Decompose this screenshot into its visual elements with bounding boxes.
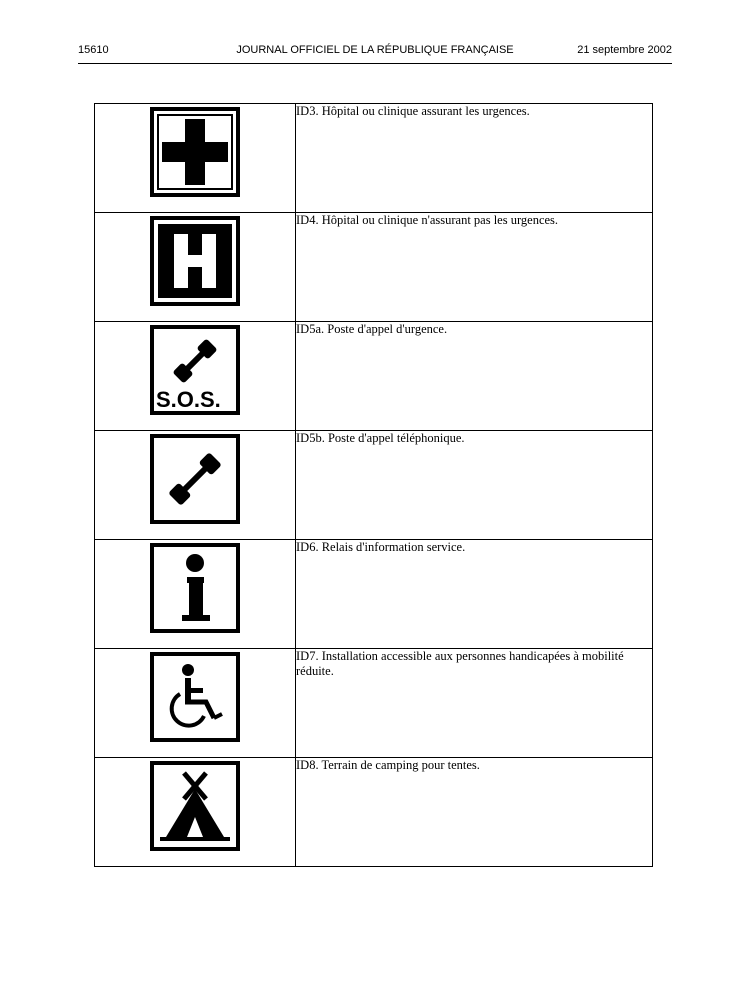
wheelchair-icon bbox=[148, 650, 242, 744]
icon-cell bbox=[95, 540, 296, 649]
sos-phone-icon bbox=[148, 323, 242, 417]
table-row bbox=[95, 213, 653, 322]
journal-title: JOURNAL OFFICIEL DE LA RÉPUBLIQUE FRANÇAISE bbox=[236, 44, 514, 56]
table-row bbox=[95, 649, 653, 758]
icon-cell bbox=[95, 649, 296, 758]
telephone-icon bbox=[148, 432, 242, 526]
sign-description: ID8. Terrain de camping pour tentes. bbox=[296, 758, 653, 867]
signs-table bbox=[94, 103, 653, 867]
icon-cell bbox=[95, 431, 296, 540]
hospital-h-icon bbox=[148, 214, 242, 308]
sign-description: ID3. Hôpital ou clinique assurant les urgences. bbox=[296, 104, 653, 213]
sign-description: ID7. Installation accessible aux personnes handicapées à mobilité réduite. bbox=[296, 649, 653, 758]
icon-cell bbox=[95, 758, 296, 867]
icon-cell bbox=[95, 322, 296, 431]
header-rule bbox=[78, 63, 672, 64]
red-cross-icon bbox=[148, 105, 242, 199]
page-header bbox=[78, 42, 672, 62]
table-row bbox=[95, 104, 653, 213]
publication-date: 21 septembre 2002 bbox=[577, 44, 672, 56]
icon-cell bbox=[95, 104, 296, 213]
icon-cell bbox=[95, 213, 296, 322]
sign-description: ID4. Hôpital ou clinique n'assurant pas les urgences. bbox=[296, 213, 653, 322]
table-row bbox=[95, 758, 653, 867]
information-icon bbox=[148, 541, 242, 635]
sign-description: ID6. Relais d'information service. bbox=[296, 540, 653, 649]
sos-text: S.O.S. bbox=[156, 387, 221, 412]
tent-icon bbox=[148, 759, 242, 853]
table-row bbox=[95, 540, 653, 649]
table-row bbox=[95, 322, 653, 431]
sign-description: ID5a. Poste d'appel d'urgence. bbox=[296, 322, 653, 431]
page-number: 15610 bbox=[78, 44, 109, 56]
sign-description: ID5b. Poste d'appel téléphonique. bbox=[296, 431, 653, 540]
table-row bbox=[95, 431, 653, 540]
